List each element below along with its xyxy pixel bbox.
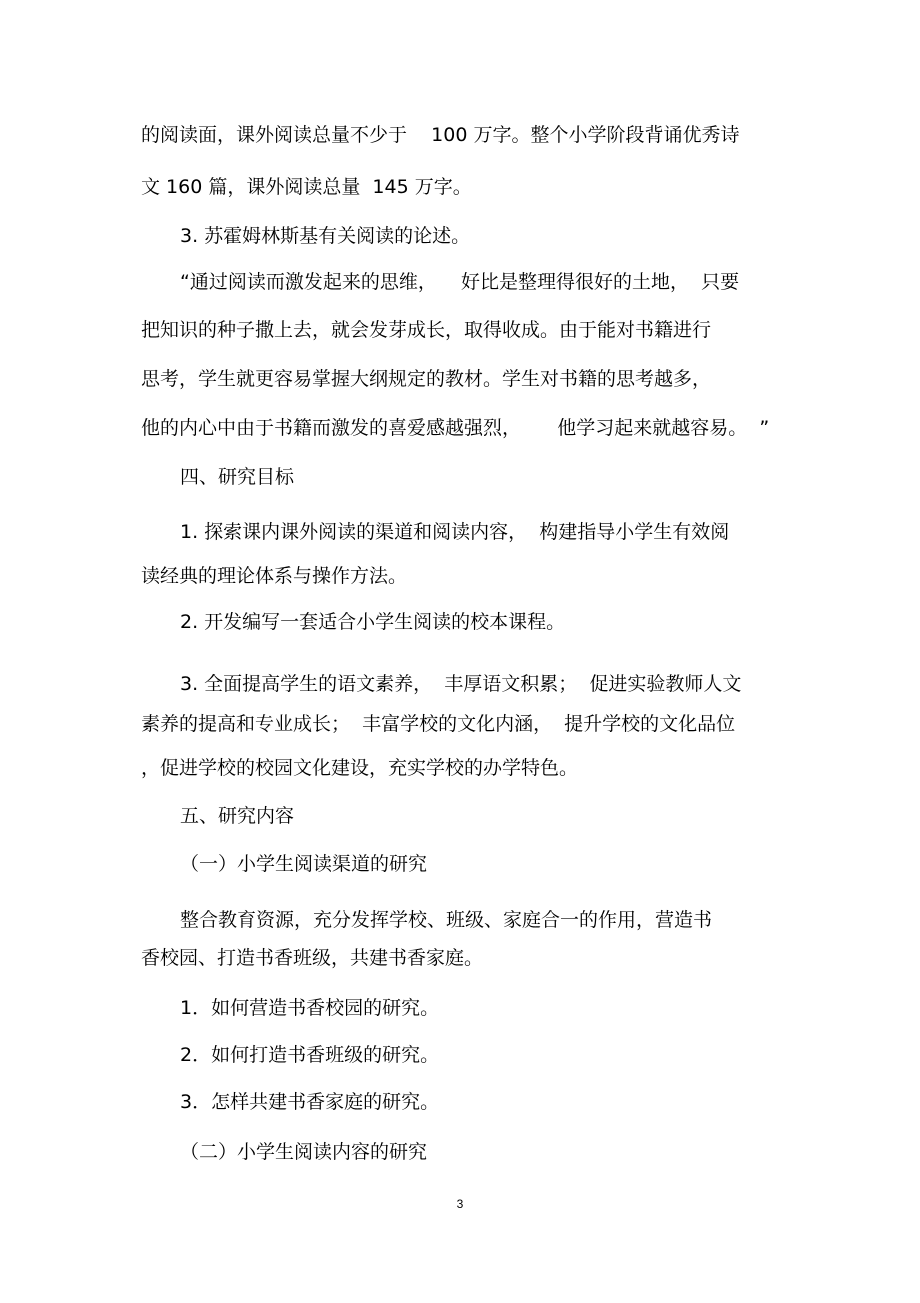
text-line: ，促进学校的校园文化建设，充实学校的办学特色。: [141, 757, 579, 779]
text-line: 他的内心中由于书籍而激发的喜爱感越强烈， 他学习起来就越容易。 ”: [141, 417, 770, 439]
text-line: 思考，学生就更容易掌握大纲规定的教材。学生对书籍的思考越多，: [141, 368, 712, 390]
text-line: 把知识的种子撒上去，就会发芽成长，取得收成。由于能对书籍进行: [141, 319, 712, 341]
text-line: 2．如何打造书香班级的研究。: [180, 1044, 440, 1066]
text-line: 3．怎样共建书香家庭的研究。: [180, 1091, 440, 1113]
subsection-heading: （二）小学生阅读内容的研究: [180, 1141, 428, 1163]
section-heading: 五、研究内容: [180, 805, 295, 827]
subsection-heading: （一）小学生阅读渠道的研究: [180, 853, 428, 875]
text-line: 3. 全面提高学生的语文素养， 丰厚语文积累； 促进实验教师人文: [180, 673, 742, 695]
text-line: 素养的提高和专业成长； 丰富学校的文化内涵， 提升学校的文化品位: [141, 713, 736, 735]
text-line: 1．如何营造书香校园的研究。: [180, 997, 440, 1019]
text-line: 2. 开发编写一套适合小学生阅读的校本课程。: [180, 611, 566, 633]
text-line: 1. 探索课内课外阅读的渠道和阅读内容， 构建指导小学生有效阅: [180, 521, 730, 543]
text-line: 文 160 篇，课外阅读总量 145 万字。: [141, 176, 472, 198]
text-line: 3. 苏霍姆林斯基有关阅读的论述。: [180, 225, 471, 247]
text-line: 香校园、打造书香班级，共建书香家庭。: [141, 947, 484, 969]
text-line: “通过阅读而激发起来的思维， 好比是整理得很好的土地， 只要: [180, 271, 740, 293]
text-line: 的阅读面，课外阅读总量不少于 100 万字。整个小学阶段背诵优秀诗: [141, 124, 740, 146]
page-number: 3: [456, 1197, 464, 1211]
text-line: 整合教育资源，充分发挥学校、班级、家庭合一的作用，营造书: [180, 909, 713, 931]
section-heading: 四、研究目标: [180, 466, 295, 488]
text-line: 读经典的理论体系与操作方法。: [141, 565, 408, 587]
